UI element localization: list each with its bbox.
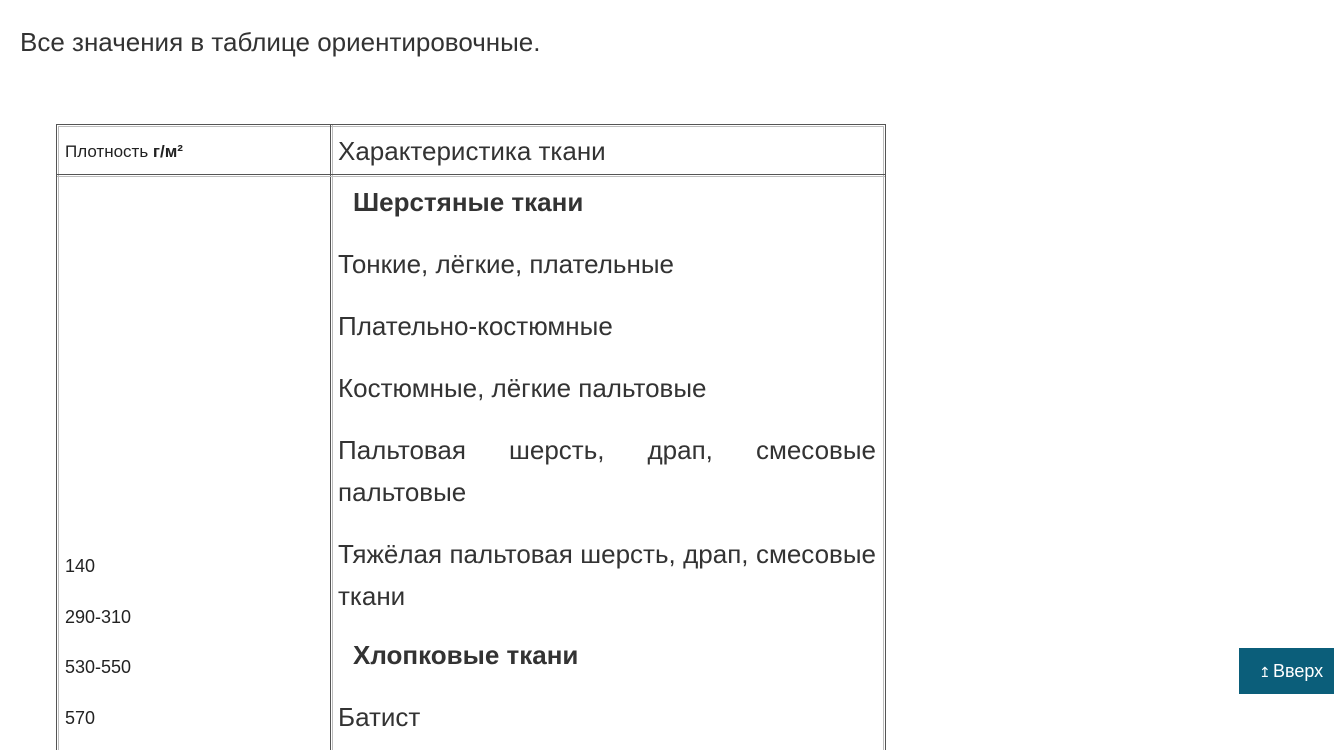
density-values <box>65 555 131 750</box>
characteristic-list <box>338 183 876 750</box>
characteristic-item: Плательно-костюмные <box>338 311 613 341</box>
density-header-unit: г/м² <box>152 142 183 161</box>
density-header <box>65 141 183 163</box>
density-table <box>56 124 886 750</box>
characteristic-header: Характеристика ткани <box>338 136 606 166</box>
density-value: 530-550 <box>65 657 132 677</box>
characteristic-item: Батист <box>338 702 421 732</box>
intro-text: Все значения в таблице ориентировочные. <box>20 27 541 57</box>
characteristic-item: Костюмные, лёгкие пальтовые <box>338 373 707 403</box>
column-divider <box>330 125 331 750</box>
scroll-to-top-button[interactable] <box>1239 648 1334 694</box>
scroll-to-top-label: Вверх <box>1273 661 1324 681</box>
header-divider <box>57 174 885 175</box>
characteristic-item: Пальтовая шерсть, драп, смесовые пальтовые <box>338 435 876 507</box>
section-heading-cotton: Хлопковые ткани <box>353 640 579 670</box>
section-heading-wool: Шерстяные ткани <box>353 187 584 217</box>
characteristic-item: Тяжёлая пальтовая шерсть, драп, смесовые ткани <box>338 539 876 611</box>
arrow-up-icon: ↥ <box>1259 664 1271 680</box>
density-header-label: Плотность <box>65 142 149 161</box>
characteristic-item: Тонкие, лёгкие, плательные <box>338 249 674 279</box>
density-value: 140 <box>65 556 96 576</box>
density-value: 290-310 <box>65 606 132 627</box>
density-value: 570 <box>65 707 96 728</box>
